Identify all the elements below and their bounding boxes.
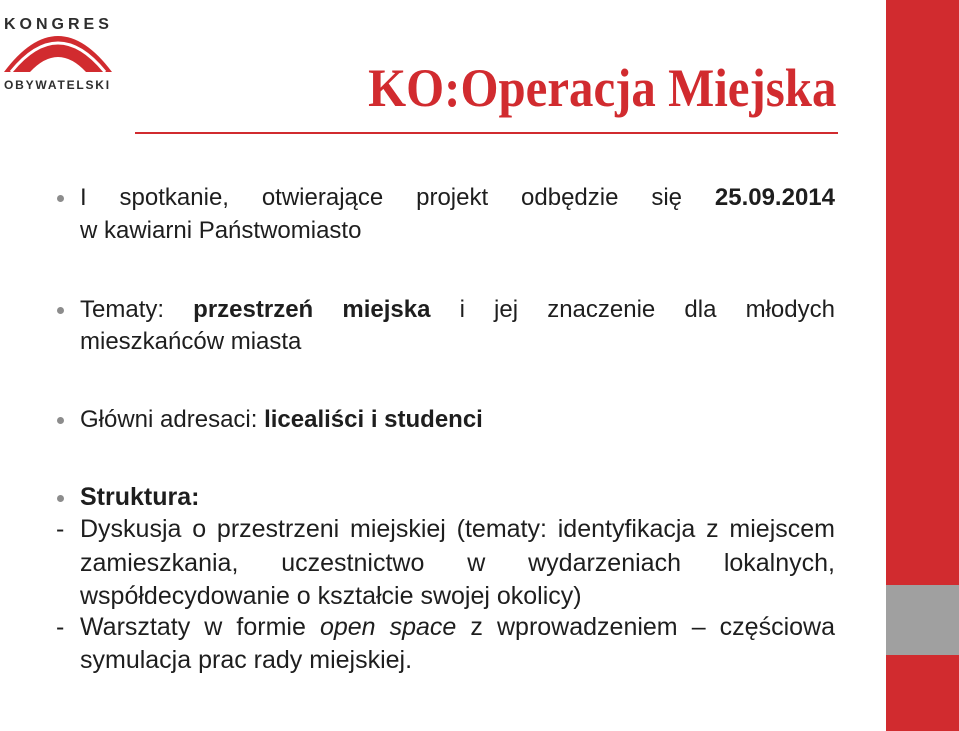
logo-bottom-text: OBYWATELSKI <box>4 78 111 92</box>
structure-text-italic: open space <box>319 613 457 641</box>
slide-title: KO:Operacja Miejska <box>367 58 836 118</box>
bullet-line <box>80 293 835 326</box>
side-band-red-top <box>886 0 959 585</box>
bullet-text: mieszkańców miasta <box>80 328 302 355</box>
dash-marker: - <box>56 613 65 641</box>
structure-text: zamieszkania, uczestnictwo w wydarzeniach lokalnych, <box>80 549 835 577</box>
bullet-text: w kawiarni Państwomiasto <box>80 217 362 244</box>
structure-line <box>80 580 835 613</box>
side-band-gray <box>886 585 959 655</box>
meeting-date: 25.09.2014 <box>714 184 835 211</box>
structure-text: z wprowadzeniem – częściowa <box>456 613 835 641</box>
bullet-line <box>80 403 835 436</box>
bullet-dot <box>57 417 64 424</box>
structure-line <box>80 611 835 644</box>
bullet-text: Główni adresaci: <box>80 406 265 433</box>
bullet-text: I spotkanie, otwierające projekt odbędzie się <box>80 184 715 211</box>
bullet-dot <box>57 195 64 202</box>
bullet-text: i jej znaczenie dla młodych <box>430 296 835 323</box>
structure-text: Dyskusja o przestrzeni miejskiej (tematy: identyfikacja z miejscem <box>80 515 835 543</box>
bullet-line <box>80 325 835 358</box>
dash-marker: - <box>56 515 65 543</box>
side-band-red-bottom <box>886 655 959 731</box>
structure-line <box>80 644 835 677</box>
bullet-dot <box>57 307 64 314</box>
structure-line <box>80 513 835 546</box>
section-heading: Struktura: <box>80 483 200 511</box>
structure-text: współdecydowanie o kształcie swojej okolicy) <box>80 582 582 610</box>
bullet-line <box>80 214 835 247</box>
bullet-line <box>80 481 835 514</box>
bullet-text-bold: przestrzeń miejska <box>193 296 431 323</box>
structure-text: Warsztaty w formie <box>80 613 320 641</box>
logo-arch-icon <box>4 34 112 72</box>
bullet-text-bold: licealiści i studenci <box>264 406 483 433</box>
title-underline <box>135 132 838 134</box>
logo-top-text: KONGRES <box>4 16 113 33</box>
bullet-line <box>80 181 835 214</box>
bullet-dot <box>57 495 64 502</box>
bullet-text: Tematy: <box>80 296 194 323</box>
kongres-obywatelski-logo <box>0 0 120 96</box>
structure-text: symulacja prac rady miejskiej. <box>80 646 413 674</box>
structure-line <box>80 547 835 580</box>
